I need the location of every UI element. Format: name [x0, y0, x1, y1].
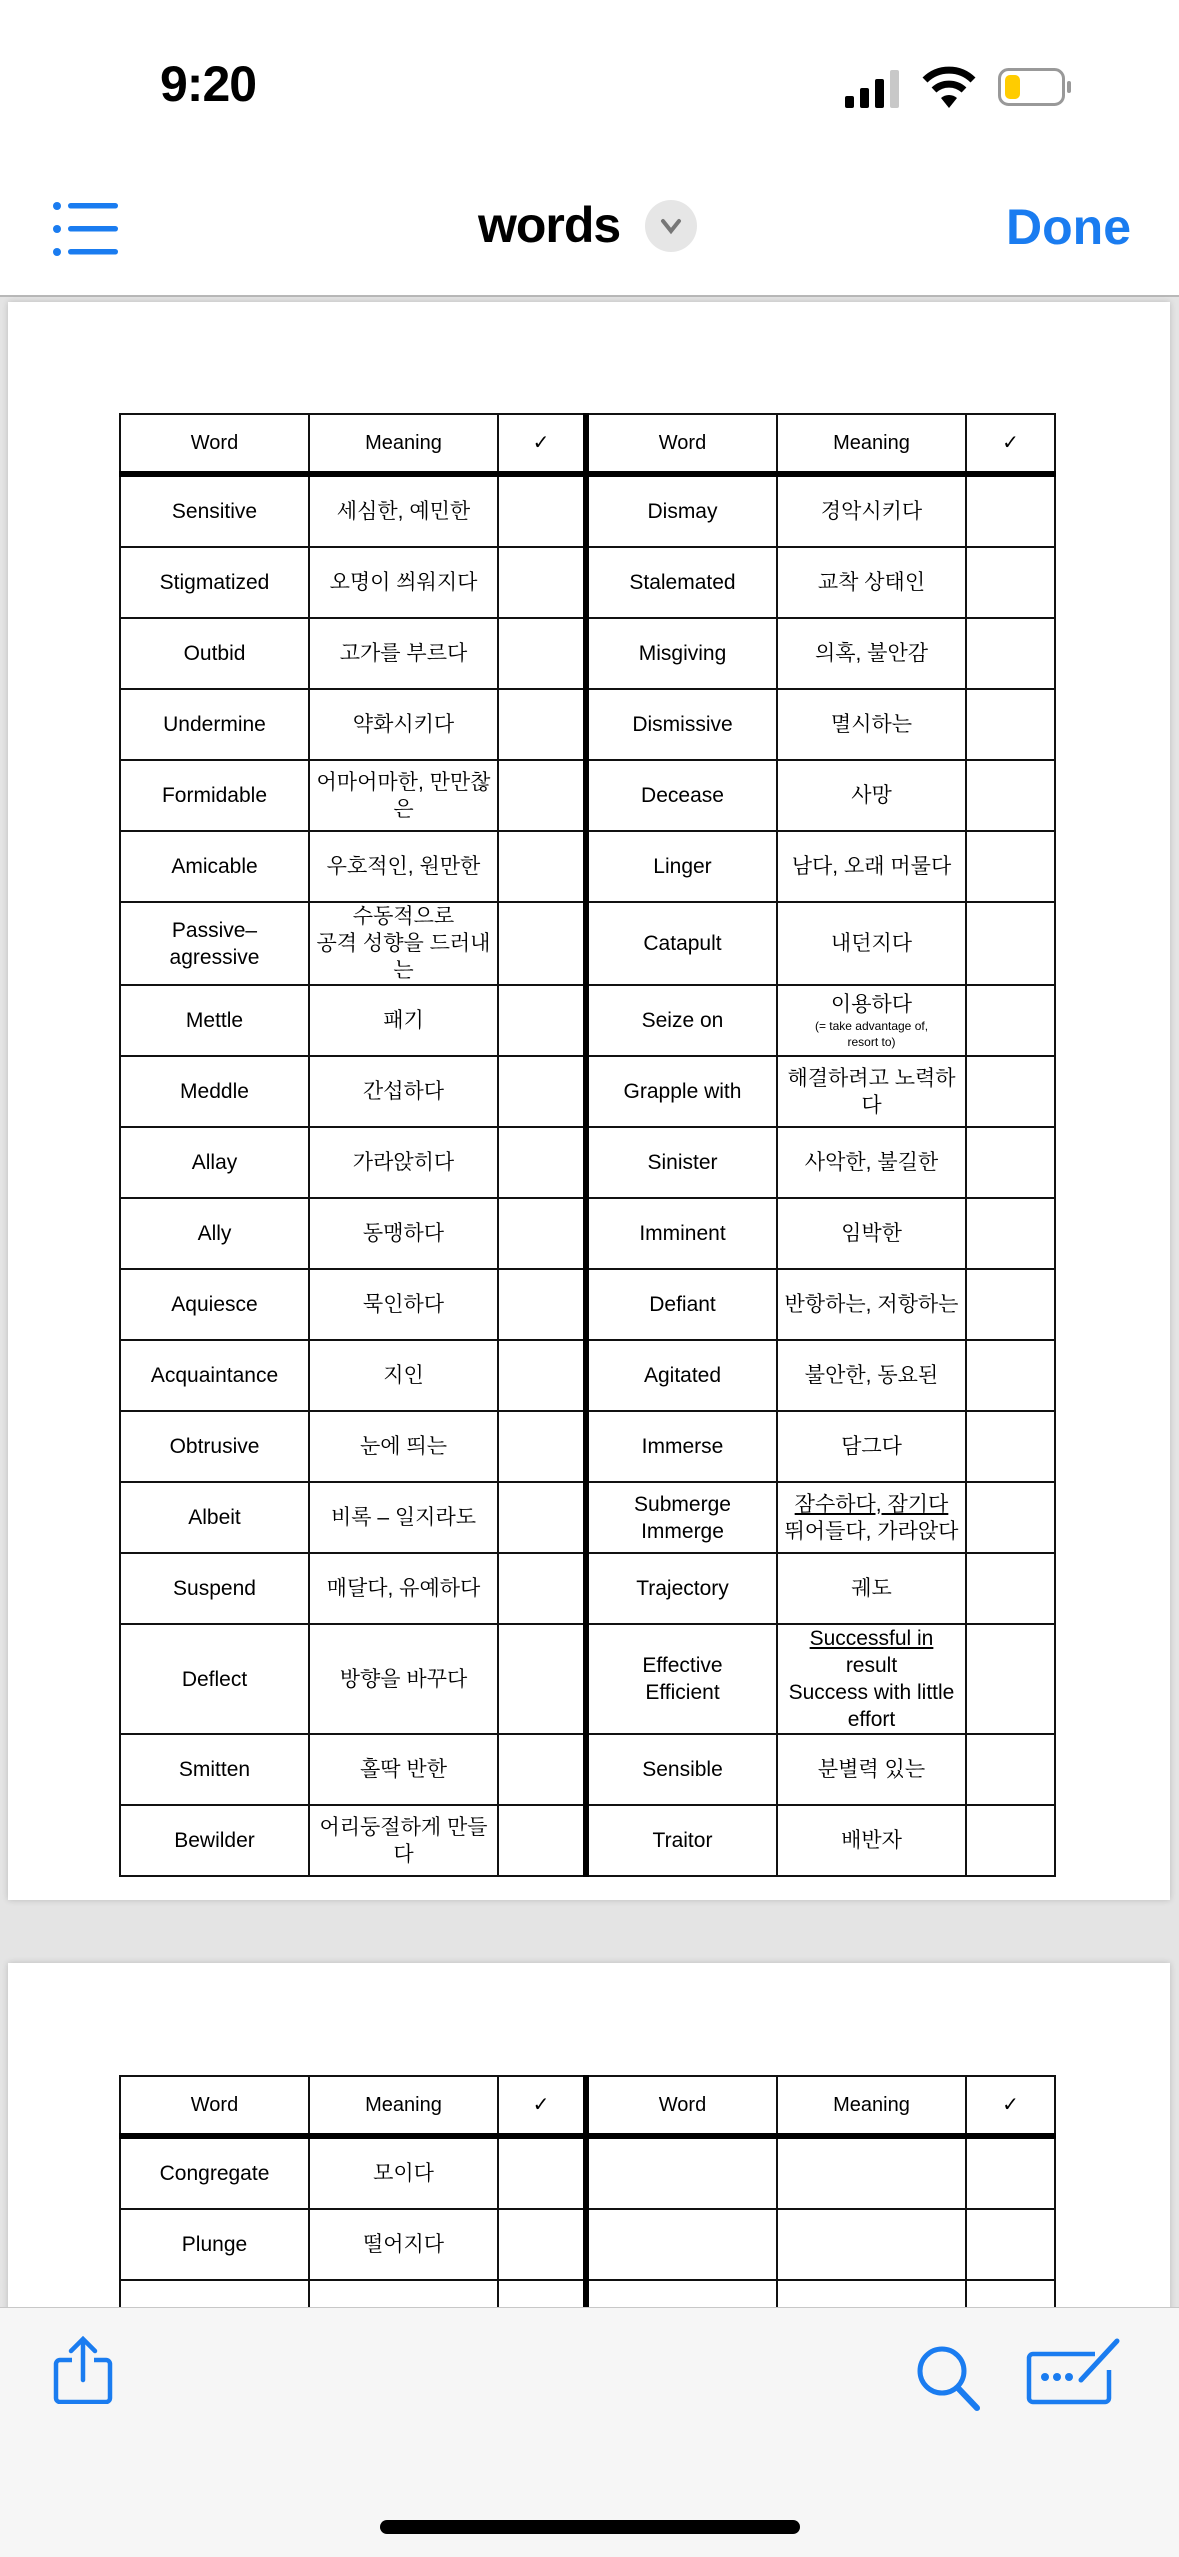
column-header-word: Word: [120, 2076, 309, 2136]
meaning-cell: 매달다, 유예하다: [309, 1553, 498, 1624]
word-cell: Undermine: [120, 689, 309, 760]
meaning-cell: 동맹하다: [309, 1198, 498, 1269]
table-header-row: [120, 2076, 1055, 2136]
meaning-cell: 사악한, 불길한: [777, 1127, 966, 1198]
meaning-cell: 분별력 있는: [777, 1734, 966, 1805]
meaning-cell: 눈에 띄는: [309, 1411, 498, 1482]
check-cell[interactable]: [498, 1198, 586, 1269]
check-cell[interactable]: [498, 1127, 586, 1198]
check-cell[interactable]: [966, 547, 1055, 618]
check-cell[interactable]: [498, 1482, 586, 1553]
check-cell[interactable]: [498, 547, 586, 618]
meaning-cell: 묵인하다: [309, 1269, 498, 1340]
check-cell[interactable]: [966, 1482, 1055, 1553]
check-cell[interactable]: [498, 985, 586, 1056]
table-row: [120, 2209, 1055, 2280]
check-cell[interactable]: [498, 1411, 586, 1482]
word-cell: Sensitive: [120, 474, 309, 547]
meaning-cell: 교착 상태인: [777, 547, 966, 618]
check-cell[interactable]: [498, 1269, 586, 1340]
check-cell[interactable]: [966, 618, 1055, 689]
meaning-cell: 멸시하는: [777, 689, 966, 760]
meaning-cell: 사망: [777, 760, 966, 831]
meaning-cell: 어리둥절하게 만들다: [309, 1805, 498, 1876]
check-cell[interactable]: [498, 902, 586, 985]
column-header-meaning: Meaning: [309, 2076, 498, 2136]
check-cell[interactable]: [966, 1411, 1055, 1482]
check-cell[interactable]: [498, 618, 586, 689]
meaning-cell: [777, 985, 966, 1056]
meaning-text: 이용하다: [830, 993, 913, 1016]
table-row: [120, 1624, 1055, 1734]
table-row: [120, 985, 1055, 1056]
word-cell: Immerse: [586, 1411, 777, 1482]
word-cell: Grapple with: [586, 1056, 777, 1127]
check-cell[interactable]: [498, 1056, 586, 1127]
word-cell: Trajectory: [586, 1553, 777, 1624]
check-cell[interactable]: [966, 474, 1055, 547]
meaning-cell: 간섭하다: [309, 1056, 498, 1127]
check-cell[interactable]: [498, 760, 586, 831]
word-cell: Sinister: [586, 1127, 777, 1198]
meaning-cell: Successful in result Success with little effort: [777, 1624, 966, 1734]
check-cell[interactable]: [966, 985, 1055, 1056]
status-bar: [0, 0, 1179, 170]
word-cell: Dismay: [586, 474, 777, 547]
wifi-icon: [922, 66, 976, 108]
status-time: 9:20: [160, 56, 257, 112]
table-row: [120, 1198, 1055, 1269]
word-cell: Submerge Immerge: [586, 1482, 777, 1553]
check-cell[interactable]: [966, 1553, 1055, 1624]
check-cell[interactable]: [966, 831, 1055, 902]
meaning-cell: 모이다: [309, 2136, 498, 2209]
meaning-cell: 약화시키다: [309, 689, 498, 760]
column-header-check: ✓: [498, 414, 586, 474]
vocabulary-table: [119, 413, 1056, 1877]
meaning-cell: [777, 2209, 966, 2280]
check-cell[interactable]: [966, 1805, 1055, 1876]
table-row: [120, 1056, 1055, 1127]
meaning-cell: 의혹, 불안감: [777, 618, 966, 689]
word-cell: Sensible: [586, 1734, 777, 1805]
check-cell[interactable]: [498, 474, 586, 547]
word-cell: Obtrusive: [120, 1411, 309, 1482]
meaning-cell: 떨어지다: [309, 2209, 498, 2280]
pdf-page-2: [8, 1963, 1170, 2363]
column-header-meaning: Meaning: [777, 414, 966, 474]
table-row: [120, 1482, 1055, 1553]
table-row: [120, 1411, 1055, 1482]
table-row: [120, 1127, 1055, 1198]
cellular-signal-icon: [845, 70, 905, 108]
chevron-down-icon: [645, 200, 697, 252]
table-row: [120, 1340, 1055, 1411]
check-cell[interactable]: [498, 2209, 586, 2280]
word-cell: Meddle: [120, 1056, 309, 1127]
check-cell[interactable]: [498, 1624, 586, 1734]
table-row: [120, 618, 1055, 689]
meaning-cell: 해결하려고 노력하다: [777, 1056, 966, 1127]
check-cell[interactable]: [498, 1553, 586, 1624]
word-cell: Allay: [120, 1127, 309, 1198]
check-cell[interactable]: [498, 1340, 586, 1411]
check-cell[interactable]: [966, 760, 1055, 831]
table-row: [120, 1269, 1055, 1340]
check-cell[interactable]: [966, 1198, 1055, 1269]
column-header-check: ✓: [966, 414, 1055, 474]
word-cell: Congregate: [120, 2136, 309, 2209]
word-cell: Suspend: [120, 1553, 309, 1624]
done-button[interactable]: Done: [1006, 199, 1131, 255]
word-cell: Effective Efficient: [586, 1624, 777, 1734]
check-cell[interactable]: [966, 1269, 1055, 1340]
table-row: [120, 474, 1055, 547]
meaning-cell: 홀딱 반한: [309, 1734, 498, 1805]
title-menu-button[interactable]: [645, 200, 697, 252]
column-header-meaning: Meaning: [309, 414, 498, 474]
word-cell: Linger: [586, 831, 777, 902]
word-cell: Formidable: [120, 760, 309, 831]
search-icon[interactable]: [915, 2344, 983, 2412]
column-header-meaning: Meaning: [777, 2076, 966, 2136]
word-cell: Stigmatized: [120, 547, 309, 618]
check-cell[interactable]: [498, 689, 586, 760]
table-row: [120, 547, 1055, 618]
check-cell[interactable]: [966, 689, 1055, 760]
meaning-cell: 어마어마한, 만만찮은: [309, 760, 498, 831]
meaning-cell: 우호적인, 원만한: [309, 831, 498, 902]
meaning-cell: 세심한, 예민한: [309, 474, 498, 547]
word-cell: Plunge: [120, 2209, 309, 2280]
meaning-cell: 패기: [309, 985, 498, 1056]
meaning-cell: 가라앉히다: [309, 1127, 498, 1198]
column-header-check: ✓: [966, 2076, 1055, 2136]
meaning-cell: 불안한, 동요된: [777, 1340, 966, 1411]
word-cell: Amicable: [120, 831, 309, 902]
word-cell: Traitor: [586, 1805, 777, 1876]
column-header-check: ✓: [498, 2076, 586, 2136]
table-row: [120, 831, 1055, 902]
word-cell: Deflect: [120, 1624, 309, 1734]
word-cell: [586, 2136, 777, 2209]
word-cell: Stalemated: [586, 547, 777, 618]
meaning-cell: 임박한: [777, 1198, 966, 1269]
check-cell[interactable]: [498, 831, 586, 902]
word-cell: Agitated: [586, 1340, 777, 1411]
word-cell: Passive– agressive: [120, 902, 309, 985]
table-row: [120, 2136, 1055, 2209]
meaning-cell: 궤도: [777, 1553, 966, 1624]
check-cell[interactable]: [966, 1734, 1055, 1805]
word-cell: Mettle: [120, 985, 309, 1056]
word-cell: Misgiving: [586, 618, 777, 689]
navigation-bar: [0, 170, 1179, 297]
meaning-note: (= take advantage of, resort to): [814, 1019, 929, 1049]
word-cell: Defiant: [586, 1269, 777, 1340]
check-cell[interactable]: [966, 2209, 1055, 2280]
table-row: [120, 760, 1055, 831]
check-cell[interactable]: [966, 1340, 1055, 1411]
check-cell[interactable]: [966, 1624, 1055, 1734]
word-cell: Albeit: [120, 1482, 309, 1553]
check-cell[interactable]: [966, 902, 1055, 985]
check-cell[interactable]: [498, 1734, 586, 1805]
meaning-cell: 비록 – 일지라도: [309, 1482, 498, 1553]
word-cell: Acquaintance: [120, 1340, 309, 1411]
meaning-cell: [777, 2136, 966, 2209]
word-cell: Seize on: [586, 985, 777, 1056]
bottom-toolbar: [0, 2307, 1179, 2557]
column-header-word: Word: [586, 414, 777, 474]
meaning-cell: 오명이 씌워지다: [309, 547, 498, 618]
table-row: [120, 1734, 1055, 1805]
list-menu-icon[interactable]: [52, 200, 122, 258]
word-cell: Ally: [120, 1198, 309, 1269]
table-row: [120, 902, 1055, 985]
column-header-word: Word: [586, 2076, 777, 2136]
word-cell: Dismissive: [586, 689, 777, 760]
check-cell[interactable]: [966, 2136, 1055, 2209]
meaning-cell: 경악시키다: [777, 474, 966, 547]
home-indicator[interactable]: [380, 2520, 800, 2534]
markup-pen-icon[interactable]: [1025, 2338, 1125, 2406]
battery-icon: [998, 68, 1072, 106]
check-cell[interactable]: [966, 1127, 1055, 1198]
word-cell: Imminent: [586, 1198, 777, 1269]
meaning-cell: 반항하는, 저항하는: [777, 1269, 966, 1340]
meaning-cell: 방향을 바꾸다: [309, 1624, 498, 1734]
word-cell: Decease: [586, 760, 777, 831]
pdf-page-1: [8, 302, 1170, 1900]
table-row: [120, 689, 1055, 760]
table-row: [120, 1805, 1055, 1876]
meaning-cell: 내던지다: [777, 902, 966, 985]
share-icon[interactable]: [52, 2336, 114, 2404]
check-cell[interactable]: [498, 1805, 586, 1876]
table-row: [120, 1553, 1055, 1624]
table-header-row: [120, 414, 1055, 474]
meaning-cell: 배반자: [777, 1805, 966, 1876]
meaning-cell: 고가를 부르다: [309, 618, 498, 689]
check-cell[interactable]: [498, 2136, 586, 2209]
meaning-cell: 지인: [309, 1340, 498, 1411]
word-cell: Aquiesce: [120, 1269, 309, 1340]
word-cell: Outbid: [120, 618, 309, 689]
meaning-cell: 남다, 오래 머물다: [777, 831, 966, 902]
column-header-word: Word: [120, 414, 309, 474]
word-cell: Bewilder: [120, 1805, 309, 1876]
check-cell[interactable]: [966, 1056, 1055, 1127]
meaning-cell: 잠수하다, 잠기다 뛰어들다, 가라앉다: [777, 1482, 966, 1553]
meaning-cell: 담그다: [777, 1411, 966, 1482]
word-cell: [586, 2209, 777, 2280]
word-cell: Catapult: [586, 902, 777, 985]
document-title[interactable]: words: [478, 197, 621, 253]
meaning-cell: 수동적으로 공격 성향을 드러내는: [309, 902, 498, 985]
word-cell: Smitten: [120, 1734, 309, 1805]
